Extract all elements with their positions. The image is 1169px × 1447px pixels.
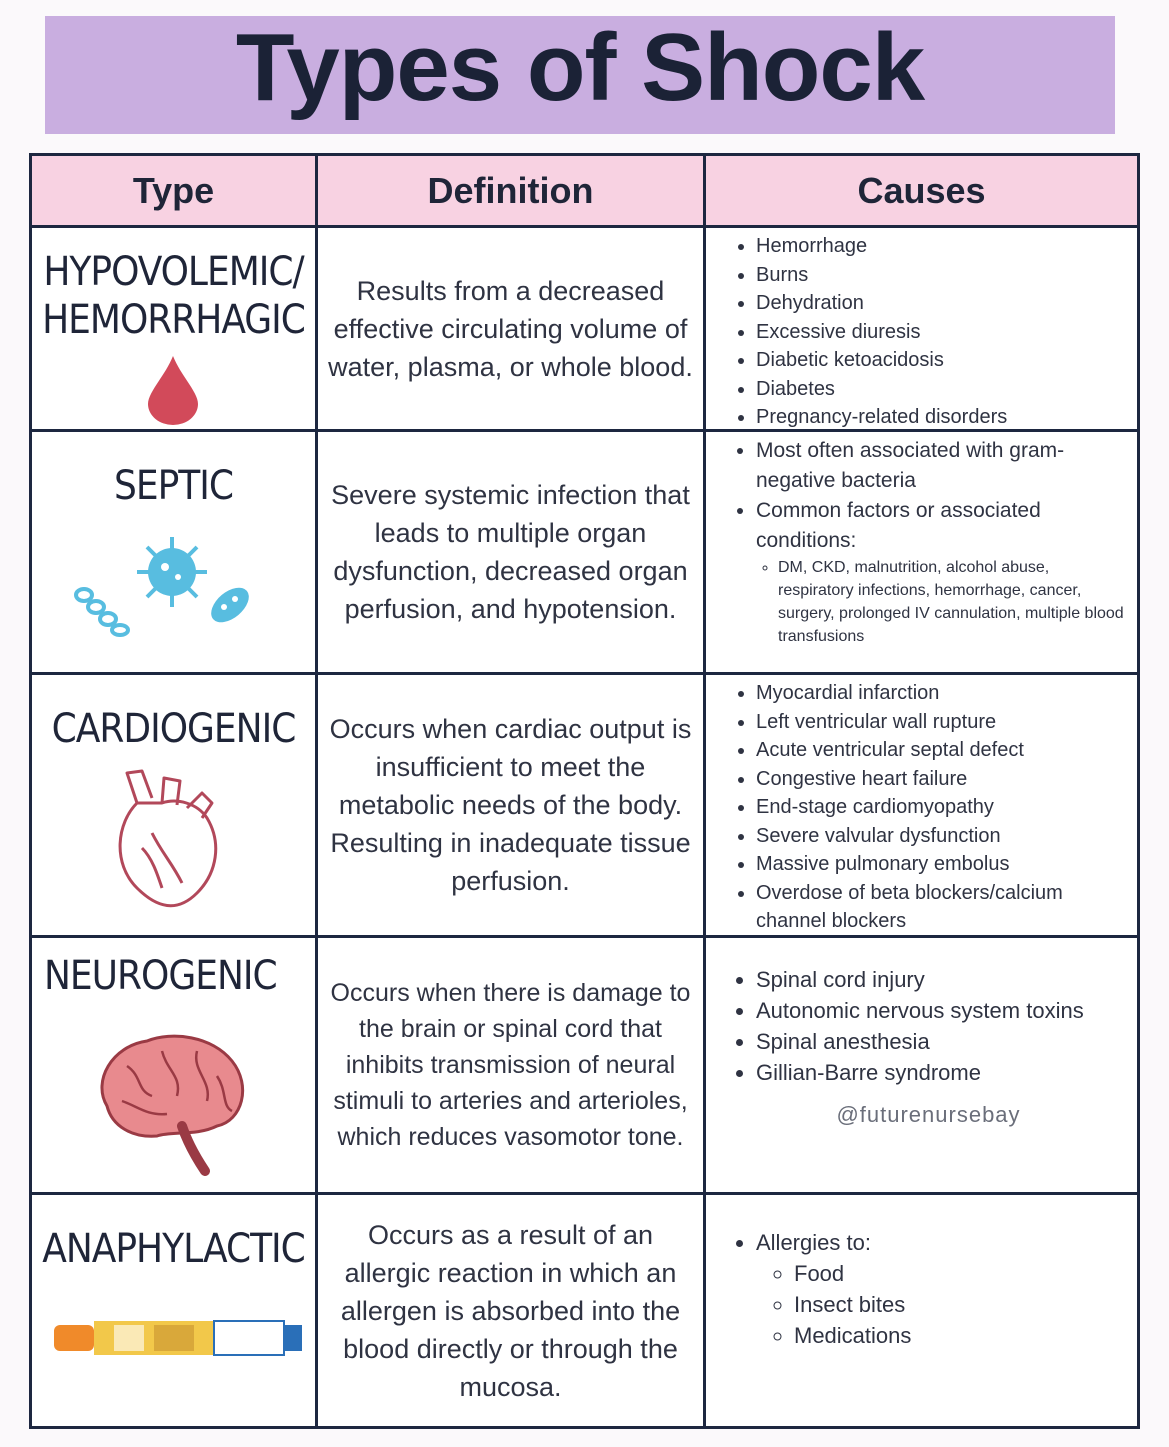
brain-icon (87, 1026, 257, 1176)
cause-item: • Common factors or associated conditions: (756, 496, 1125, 556)
causes-anaphylactic (706, 1195, 1137, 1426)
cause-item: • End-stage cardiomyopathy (756, 793, 1125, 822)
cause-item: • Excessive diuresis (756, 318, 1125, 347)
cause-item: • Spinal cord injury (756, 964, 1125, 995)
type-name-cardiogenic: CARDIOGENIC (51, 706, 296, 752)
definition-neurogenic: Occurs when there is damage to the brain or spinal cord that inhibits transmission of neural stimuli to arteries and arterioles, which reduces vasomotor tone. (318, 938, 706, 1195)
blood-drop-icon (145, 354, 201, 426)
page-title: Types of Shock (235, 14, 925, 121)
sub-cause-item: ◦ Insect bites (794, 1289, 1125, 1320)
definition-hypovolemic: Results from a decreased effective circulating volume of water, plasma, or whole blood. (318, 228, 706, 432)
shock-table (29, 153, 1140, 1429)
causes-cardiogenic (706, 675, 1137, 938)
cause-item: • Massive pulmonary embolus (756, 850, 1125, 879)
type-cell-neurogenic (32, 938, 318, 1195)
header-causes: Causes (706, 156, 1137, 228)
cause-item: • Autonomic nervous system toxins (756, 995, 1125, 1026)
type-cell-septic (32, 432, 318, 675)
header-type: Type (32, 156, 318, 228)
type-name-septic: SEPTIC (114, 463, 233, 509)
cause-item: • Myocardial infarction (756, 679, 1125, 708)
cause-item: • Diabetes (756, 375, 1125, 404)
cause-item: • Acute ventricular septal defect (756, 736, 1125, 765)
epinephrine-autoinjector-icon (54, 1313, 304, 1363)
cause-item: • Spinal anesthesia (756, 1026, 1125, 1057)
type-line: HYPOVOLEMIC/ (43, 249, 304, 295)
causes-septic (706, 432, 1137, 675)
sub-cause-item: ◦ DM, CKD, malnutrition, alcohol abuse, respiratory infections, hemorrhage, cancer, surgery, prolonged IV cannulation, multiple blood transfusions (778, 556, 1125, 648)
type-name-anaphylactic: ANAPHYLACTIC (42, 1226, 305, 1272)
cause-item: • Severe valvular dysfunction (756, 822, 1125, 851)
causes-hypovolemic (706, 228, 1137, 432)
sub-cause-item: ◦ Food (794, 1258, 1125, 1289)
cause-item: • Gillian-Barre syndrome (756, 1057, 1125, 1088)
type-name-neurogenic: NEUROGENIC (44, 953, 277, 999)
sub-cause-item: ◦ Medications (794, 1320, 1125, 1351)
header-definition: Definition (318, 156, 706, 228)
cause-item: • Left ventricular wall rupture (756, 708, 1125, 737)
definition-cardiogenic: Occurs when cardiac output is insufficient to meet the metabolic needs of the body. Resulting in inadequate tissue perfusion. (318, 675, 706, 938)
cause-item: • Dehydration (756, 289, 1125, 318)
cause-item: • Overdose of beta blockers/calcium channel blockers (756, 879, 1125, 936)
type-cell-anaphylactic (32, 1195, 318, 1426)
type-line: HEMORRHAGIC (42, 297, 305, 343)
cause-item: • Hemorrhage (756, 232, 1125, 261)
cause-item: • Burns (756, 261, 1125, 290)
cause-item: • Allergies to: (756, 1227, 1125, 1258)
heart-icon (102, 763, 232, 913)
causes-neurogenic (706, 938, 1137, 1195)
watermark-handle: @futurenursebay (836, 1102, 1021, 1127)
bacteria-virus-icon (72, 527, 272, 637)
cause-item: • Diabetic ketoacidosis (756, 346, 1125, 375)
type-cell-cardiogenic (32, 675, 318, 938)
type-cell-hypovolemic (32, 228, 318, 432)
cause-item: • Congestive heart failure (756, 765, 1125, 794)
definition-septic: Severe systemic infection that leads to multiple organ dysfunction, decreased organ perfusion, and hypotension. (318, 432, 706, 675)
definition-anaphylactic: Occurs as a result of an allergic reaction in which an allergen is absorbed into the blood directly or through the mucosa. (318, 1195, 706, 1426)
cause-item: • Pregnancy-related disorders (756, 403, 1125, 432)
cause-item: • Most often associated with gram-negative bacteria (756, 436, 1125, 496)
type-name-hypovolemic (32, 248, 315, 344)
